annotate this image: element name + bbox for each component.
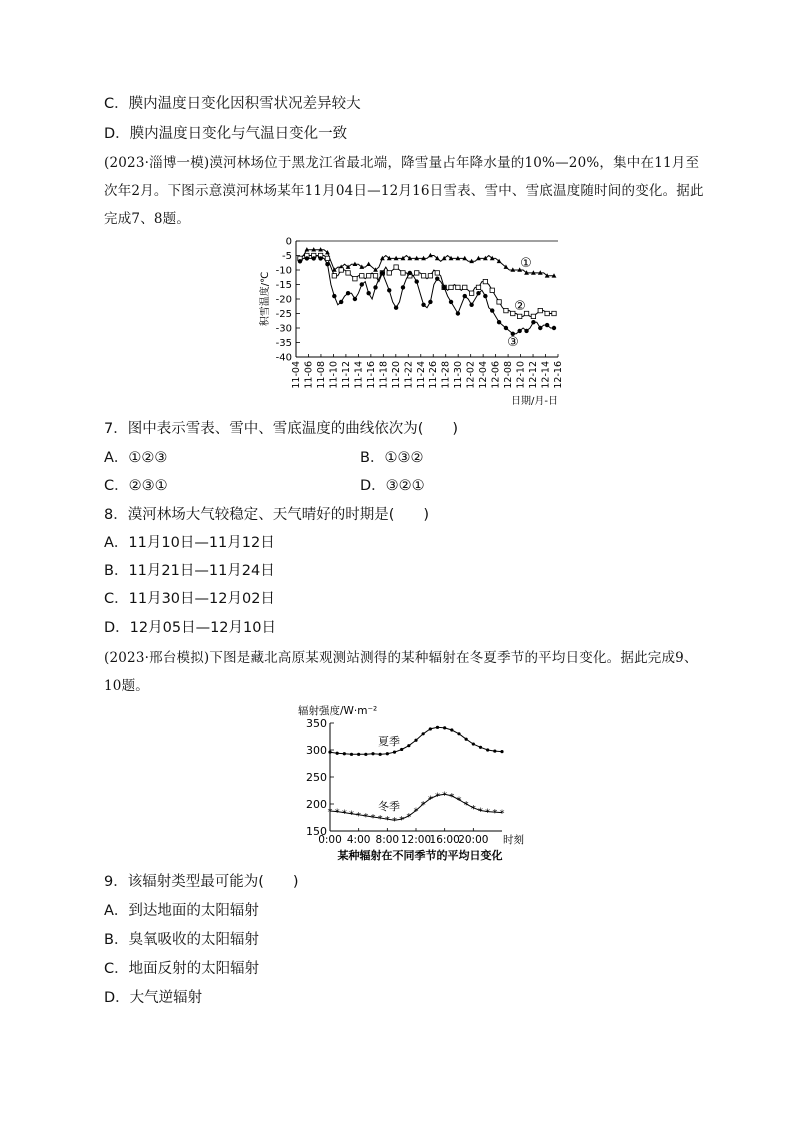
x-tick-label: 11-16 bbox=[365, 361, 377, 389]
passage-1-line-1: (2023·淄博一模)漠河林场位于黑龙江省最北端，降雪量占年降水量的10%—20%，集中在11月至 bbox=[104, 155, 700, 171]
series-2-point bbox=[490, 288, 494, 292]
passage-1-line-2: 次年2月。下图示意漠河林场某年11月04日—12月16日雪表、雪中、雪底温度随时间的变化。据此 bbox=[104, 183, 704, 199]
series-3-point bbox=[318, 256, 322, 260]
series-3-point bbox=[415, 279, 419, 283]
winter-point: * bbox=[499, 808, 505, 820]
q8-option-d[interactable]: D．12月05日—12月10日 bbox=[104, 620, 276, 636]
y-tick-label: -30 bbox=[275, 323, 292, 335]
summer-point bbox=[414, 739, 417, 742]
winter-point: * bbox=[470, 803, 476, 815]
q7-option-d[interactable]: D．③②① bbox=[360, 478, 425, 494]
series-2-point bbox=[456, 285, 460, 289]
q9-option-d[interactable]: D．大气逆辐射 bbox=[104, 990, 203, 1006]
summer-point bbox=[371, 752, 374, 755]
winter-point: * bbox=[427, 794, 433, 806]
summer-point bbox=[443, 726, 446, 729]
series-label-2: 冬季 bbox=[378, 800, 400, 813]
passage-2-line-1: (2023·邢台模拟)下图是藏北高原某观测站测得的某种辐射在冬夏季节的平均日变化。据此完成9、 bbox=[104, 650, 698, 666]
q8-option-a[interactable]: A．11月10日—11月12日 bbox=[104, 535, 275, 551]
x-tick-label: 16:00 bbox=[429, 834, 460, 846]
y-tick-label: 0 bbox=[285, 236, 292, 248]
series-3-point bbox=[387, 288, 391, 292]
series-3-point bbox=[353, 297, 357, 301]
passage-1-line-3: 完成7、8题。 bbox=[104, 211, 191, 227]
series-label-1: 夏季 bbox=[378, 735, 400, 748]
series-3-point bbox=[360, 282, 364, 286]
series-3-point bbox=[332, 294, 336, 298]
series-2-point bbox=[332, 274, 336, 278]
q9-option-a[interactable]: A．到达地面的太阳辐射 bbox=[104, 903, 259, 919]
q9-option-c[interactable]: C．地面反射的太阳辐射 bbox=[104, 961, 260, 977]
summer-point bbox=[429, 727, 432, 730]
x-tick-label: 20:00 bbox=[458, 834, 489, 846]
winter-point: * bbox=[413, 806, 419, 818]
series-3-point bbox=[339, 300, 343, 304]
series-3-point bbox=[421, 303, 425, 307]
x-tick-label: 12-12 bbox=[528, 361, 540, 389]
series-2-point bbox=[435, 271, 439, 275]
summer-point bbox=[436, 726, 439, 729]
summer-point bbox=[400, 748, 403, 751]
x-tick-label: 11-30 bbox=[453, 361, 465, 389]
winter-point: * bbox=[377, 814, 383, 826]
option-d-prev: D．膜内温度日变化与气温日变化一致 bbox=[104, 126, 348, 142]
x-tick-label: 0:00 bbox=[318, 834, 342, 846]
series-2-point bbox=[538, 308, 542, 312]
x-tick-label: 11-26 bbox=[428, 361, 440, 389]
y-tick-label: 200 bbox=[306, 798, 327, 811]
winter-point: * bbox=[327, 807, 333, 819]
x-tick-label: 11-04 bbox=[291, 361, 302, 389]
summer-point bbox=[479, 746, 482, 749]
series-3-point bbox=[346, 291, 350, 295]
series-3-point bbox=[517, 329, 521, 333]
winter-point: * bbox=[406, 811, 412, 823]
series-2-point bbox=[421, 274, 425, 278]
passage-2-line-2: 10题。 bbox=[104, 678, 149, 694]
winter-point: * bbox=[349, 809, 354, 821]
series-3-point bbox=[401, 285, 405, 289]
series-3-point bbox=[463, 294, 467, 298]
series-label-2: ② bbox=[514, 299, 526, 314]
y-tick-label: 150 bbox=[306, 825, 327, 838]
series-3-point bbox=[394, 306, 398, 310]
y-axis-label: 积雪温度/℃ bbox=[260, 271, 271, 327]
series-line-1 bbox=[300, 250, 554, 276]
x-tick-label: 12-10 bbox=[515, 361, 527, 389]
winter-point: * bbox=[442, 790, 448, 802]
winter-point: * bbox=[334, 807, 340, 819]
series-3-point bbox=[531, 320, 535, 324]
series-2-point bbox=[394, 265, 398, 269]
series-2-point bbox=[353, 277, 357, 281]
y-tick-label: 300 bbox=[306, 744, 327, 757]
winter-point: * bbox=[384, 815, 390, 827]
snow-temperature-chart bbox=[250, 232, 570, 412]
y-tick-label: -25 bbox=[275, 309, 292, 320]
summer-point bbox=[422, 732, 425, 735]
x-tick-label: 12-06 bbox=[490, 361, 502, 389]
series-2-point bbox=[517, 314, 521, 318]
summer-point bbox=[457, 732, 460, 735]
x-tick-label: 11-12 bbox=[340, 361, 352, 389]
q7-option-a[interactable]: A．①②③ bbox=[104, 450, 168, 466]
series-label-3: ③ bbox=[507, 335, 519, 350]
series-2-point bbox=[449, 285, 453, 289]
question-8-stem: 8．漠河林场大气较稳定、天气晴好的时期是( ) bbox=[104, 507, 430, 523]
x-tick-label: 12-08 bbox=[503, 361, 515, 389]
x-tick-label: 12-14 bbox=[540, 361, 552, 389]
winter-point: * bbox=[485, 807, 491, 819]
series-3-point bbox=[373, 285, 377, 289]
q8-option-b[interactable]: B．11月21日—11月24日 bbox=[104, 563, 275, 579]
series-3-point bbox=[408, 271, 412, 275]
series-3-point bbox=[476, 291, 480, 295]
x-tick-label: 4:00 bbox=[346, 834, 371, 846]
y-tick-label: -20 bbox=[275, 294, 292, 306]
series-3-point bbox=[298, 259, 302, 263]
winter-point: * bbox=[399, 815, 405, 827]
series-3-point bbox=[456, 311, 460, 315]
series-2-point bbox=[497, 300, 501, 304]
series-2-point bbox=[545, 311, 549, 315]
summer-point bbox=[386, 752, 389, 755]
series-2-point bbox=[531, 314, 535, 318]
series-3-point bbox=[469, 303, 473, 307]
series-3-point bbox=[366, 291, 370, 295]
series-3-point bbox=[497, 320, 501, 324]
y-tick-label: -40 bbox=[275, 352, 292, 364]
series-2-point bbox=[401, 271, 405, 275]
summer-point bbox=[450, 728, 453, 731]
series-3-point bbox=[380, 271, 384, 275]
series-2-point bbox=[504, 308, 508, 312]
series-2-point bbox=[483, 279, 487, 283]
series-3-point bbox=[483, 294, 487, 298]
summer-point bbox=[493, 749, 496, 752]
y-tick-label: -15 bbox=[275, 280, 292, 291]
y-tick-label: 250 bbox=[306, 771, 327, 784]
series-3-point bbox=[552, 326, 556, 330]
x-tick-label: 11-14 bbox=[353, 361, 365, 389]
y-tick-label: 350 bbox=[306, 717, 327, 730]
series-2-point bbox=[339, 268, 343, 272]
winter-point: * bbox=[356, 810, 362, 822]
summer-point bbox=[350, 753, 353, 756]
series-3-point bbox=[428, 300, 432, 304]
x-tick-label: 11-10 bbox=[328, 361, 340, 389]
x-tick-label: 11-06 bbox=[303, 361, 315, 389]
series-2-point bbox=[360, 274, 364, 278]
series-2-point bbox=[463, 285, 467, 289]
x-tick-label: 8:00 bbox=[375, 834, 400, 846]
series-3-point bbox=[305, 256, 309, 260]
winter-point: * bbox=[435, 791, 440, 803]
series-2-point bbox=[346, 271, 350, 275]
radiation-daily-chart bbox=[292, 700, 532, 865]
series-3-point bbox=[312, 256, 316, 260]
winter-point: * bbox=[463, 800, 469, 811]
question-9-stem: 9．该辐射类型最可能为( ) bbox=[104, 874, 299, 890]
summer-point bbox=[364, 753, 367, 756]
summer-point bbox=[407, 744, 410, 747]
x-axis-label: 日期/月-日 bbox=[511, 396, 558, 407]
x-tick-label: 11-24 bbox=[415, 361, 427, 389]
summer-point bbox=[328, 751, 331, 754]
winter-point: * bbox=[392, 816, 397, 828]
x-tick-label: 11-18 bbox=[378, 361, 390, 389]
y-axis-label: 辐射强度/W·m⁻² bbox=[298, 705, 378, 717]
series-2-point bbox=[366, 274, 370, 278]
x-tick-label: 12-04 bbox=[478, 361, 490, 389]
summer-point bbox=[336, 752, 339, 755]
y-tick-label: -35 bbox=[275, 338, 292, 349]
series-3-point bbox=[524, 329, 528, 333]
summer-point bbox=[500, 750, 503, 753]
winter-point: * bbox=[363, 811, 369, 823]
winter-point: * bbox=[456, 795, 462, 807]
option-c-prev: C．膜内温度日变化因积雪状况差异较大 bbox=[104, 96, 361, 112]
winter-point: * bbox=[449, 791, 455, 803]
series-2-point bbox=[476, 285, 480, 289]
series-3-point bbox=[504, 326, 508, 330]
x-tick-label: 12-02 bbox=[465, 361, 477, 389]
q7-option-b[interactable]: B．①③② bbox=[360, 450, 424, 466]
winter-point: * bbox=[492, 808, 498, 820]
winter-point: * bbox=[370, 812, 376, 824]
series-2-point bbox=[415, 271, 419, 275]
winter-point: * bbox=[478, 806, 483, 818]
x-axis-label: 时刻 bbox=[503, 834, 524, 846]
y-tick-label: -10 bbox=[275, 265, 292, 277]
series-label-1: ① bbox=[520, 256, 532, 271]
summer-point bbox=[357, 753, 360, 756]
summer-point bbox=[343, 752, 346, 755]
x-tick-label: 11-20 bbox=[390, 361, 402, 389]
x-tick-label: 11-22 bbox=[403, 361, 415, 389]
summer-point bbox=[486, 748, 489, 751]
x-tick-label: 11-28 bbox=[440, 361, 452, 389]
chart-caption: 某种辐射在不同季节的平均日变化 bbox=[337, 849, 503, 862]
series-3-point bbox=[538, 326, 542, 330]
winter-point: * bbox=[420, 800, 426, 811]
series-3-point bbox=[449, 300, 453, 304]
series-1-point bbox=[366, 262, 371, 266]
winter-point: * bbox=[341, 808, 347, 820]
series-2-point bbox=[469, 291, 473, 295]
x-tick-label: 12:00 bbox=[400, 834, 432, 846]
series-3-point bbox=[545, 323, 549, 327]
series-3-point bbox=[490, 308, 494, 312]
summer-point bbox=[472, 742, 475, 745]
series-3-point bbox=[325, 262, 329, 266]
y-tick-label: -5 bbox=[282, 251, 292, 262]
series-2-point bbox=[373, 274, 377, 278]
series-2-point bbox=[552, 311, 556, 315]
x-tick-label: 11-08 bbox=[315, 361, 327, 389]
q9-option-b[interactable]: B．臭氧吸收的太阳辐射 bbox=[104, 932, 259, 948]
summer-point bbox=[465, 738, 468, 741]
q8-option-c[interactable]: C．11月30日—12月02日 bbox=[104, 591, 275, 607]
series-3-point bbox=[435, 277, 439, 281]
series-2-point bbox=[325, 256, 329, 260]
q7-option-c[interactable]: C．②③① bbox=[104, 478, 168, 494]
summer-point bbox=[379, 753, 382, 756]
summer-point bbox=[393, 751, 396, 754]
series-2-point bbox=[428, 274, 432, 278]
series-3-point bbox=[442, 285, 446, 289]
series-2-point bbox=[387, 271, 391, 275]
question-7-stem: 7．图中表示雪表、雪中、雪底温度的曲线依次为( ) bbox=[104, 421, 459, 437]
x-tick-label: 12-16 bbox=[553, 361, 564, 389]
